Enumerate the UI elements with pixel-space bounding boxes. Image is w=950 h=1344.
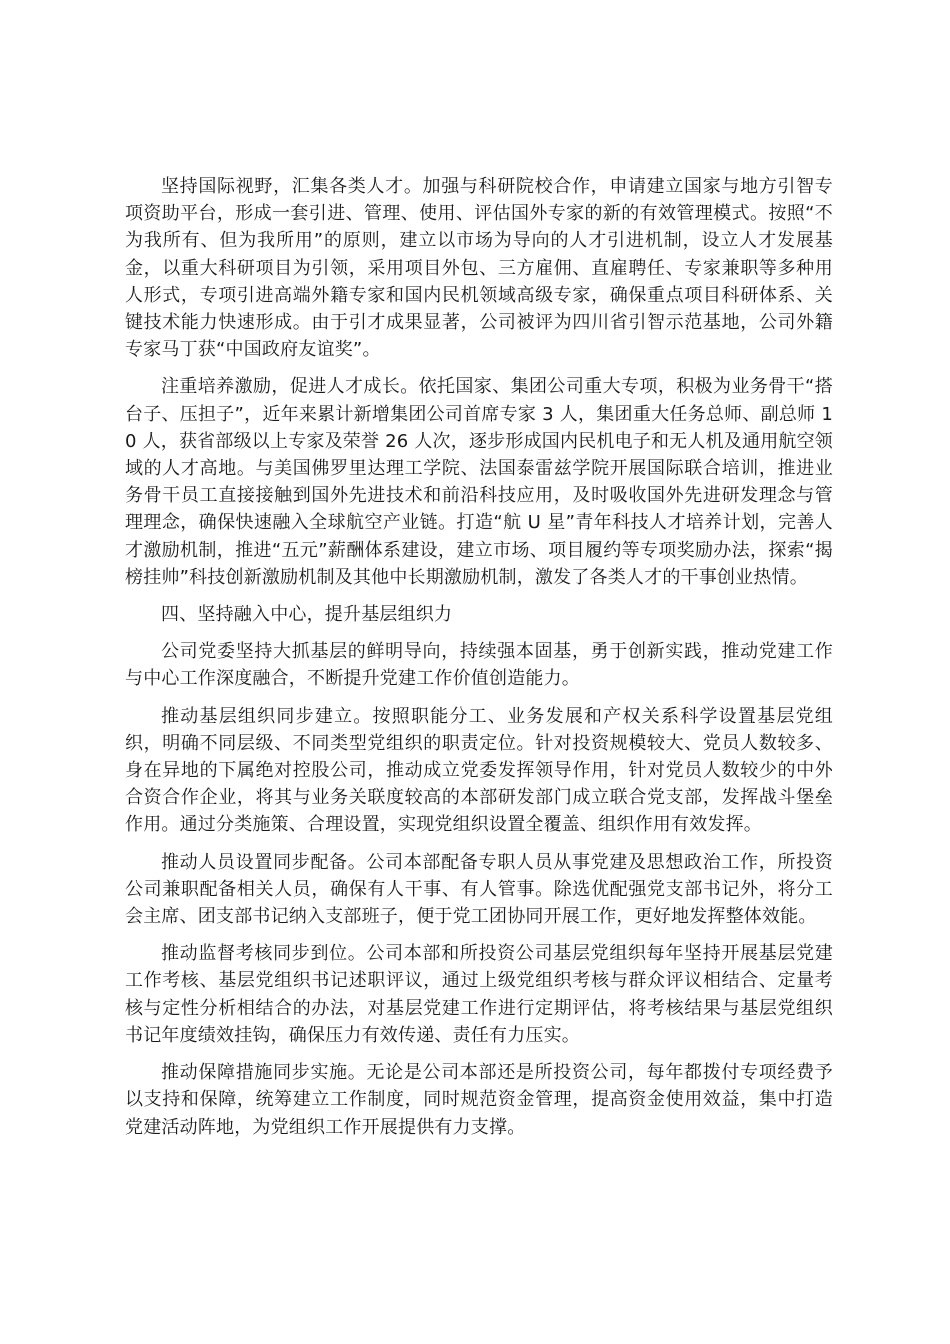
paragraph-grassroots-organization: 推动基层组织同步建立。按照职能分工、业务发展和产权关系科学设置基层党组织，明确不同层级、不同类型党组织的职责定位。针对投资规模较大、党员人数较多、身在异地的下属绝对控股公司，推动成立党委发挥领导作用，针对党员人数较少的中外合资合作企业，将其与业务关联度较高的本部研发部门成立联合党支部，发挥战斗堡垒作用。通过分类施策、合理设置，实现党组织设置全覆盖、组织作用有效发挥。 [125,705,833,836]
paragraph-international-talent: 坚持国际视野，汇集各类人才。加强与科研院校合作，申请建立国家与地方引智专项资助平台，形成一套引进、管理、使用、评估国外专家的新的有效管理模式。按照“不为我所有、但为我所用”的原则，建立以市场为导向的人才引进机制，设立人才发展基金，以重大科研项目为引领，采用项目外包、三方雇佣、直雇聘任、专家兼职等多种用人形式，专项引进高端外籍专家和国内民机领域高级专家，确保重点项目科研体系、关键技术能力快速形成。由于引才成果显著，公司被评为四川省引智示范基地，公司外籍专家马丁获“中国政府友谊奖”。 [125,176,833,361]
section-heading: 四、坚持融入中心，提升基层组织力 [161,604,453,626]
paragraph-safeguards: 推动保障措施同步实施。无论是公司本部还是所投资公司，每年都拨付专项经费予以支持和保障，统筹建立工作制度，同时规范资金管理，提高资金使用效益，集中打造党建活动阵地，为党组织工作开展提供有力支撑。 [125,1062,833,1138]
document-body [125,173,833,1151]
paragraph-section-intro: 公司党委坚持大抓基层的鲜明导向，持续强本固基，勇于创新实践，推动党建工作与中心工作深度融合，不断提升党建工作价值创造能力。 [125,641,833,690]
paragraph-talent-incentive: 注重培养激励，促进人才成长。依托国家、集团公司重大专项，积极为业务骨干“搭台子、压担子”，近年来累计新增集团公司首席专家 3 人，集团重大任务总师、副总师 10 人，获省部级以上专家及荣誉 26 人次，逐步形成国内民机电子和无人机及通用航空领域的人才高地。与美国佛罗里达理工学院、法国泰雷兹学院开展国际联合培训，推进业务骨干员工直接接触到国外先进技术和前沿科技应用，及时吸收国外先进研发理念与管理理念，确保快速融入全球航空产业链。打造“航 U 星”青年科技人才培养计划，完善人才激励机制，推进“五元”薪酬体系建设，建立市场、项目履约等专项奖励办法，探索“揭榜挂帅”科技创新激励机制及其他中长期激励机制，激发了各类人才的干事创业热情。 [125,376,833,588]
paragraph-supervision: 推动监督考核同步到位。公司本部和所投资公司基层党组织每年坚持开展基层党建工作考核、基层党组织书记述职评议，通过上级党组织考核与群众评议相结合、定量考核与定性分析相结合的办法，对基层党建工作进行定期评估，将考核结果与基层党组织书记年度绩效挂钩，确保压力有效传递、责任有力压实。 [125,943,833,1046]
paragraph-staffing: 推动人员设置同步配备。公司本部配备专职人员从事党建及思想政治工作，所投资公司兼职配备相关人员，确保有人干事、有人管事。除选优配强党支部书记外，将分工会主席、团支部书记纳入支部班子，便于党工团协同开展工作，更好地发挥整体效能。 [125,851,833,928]
